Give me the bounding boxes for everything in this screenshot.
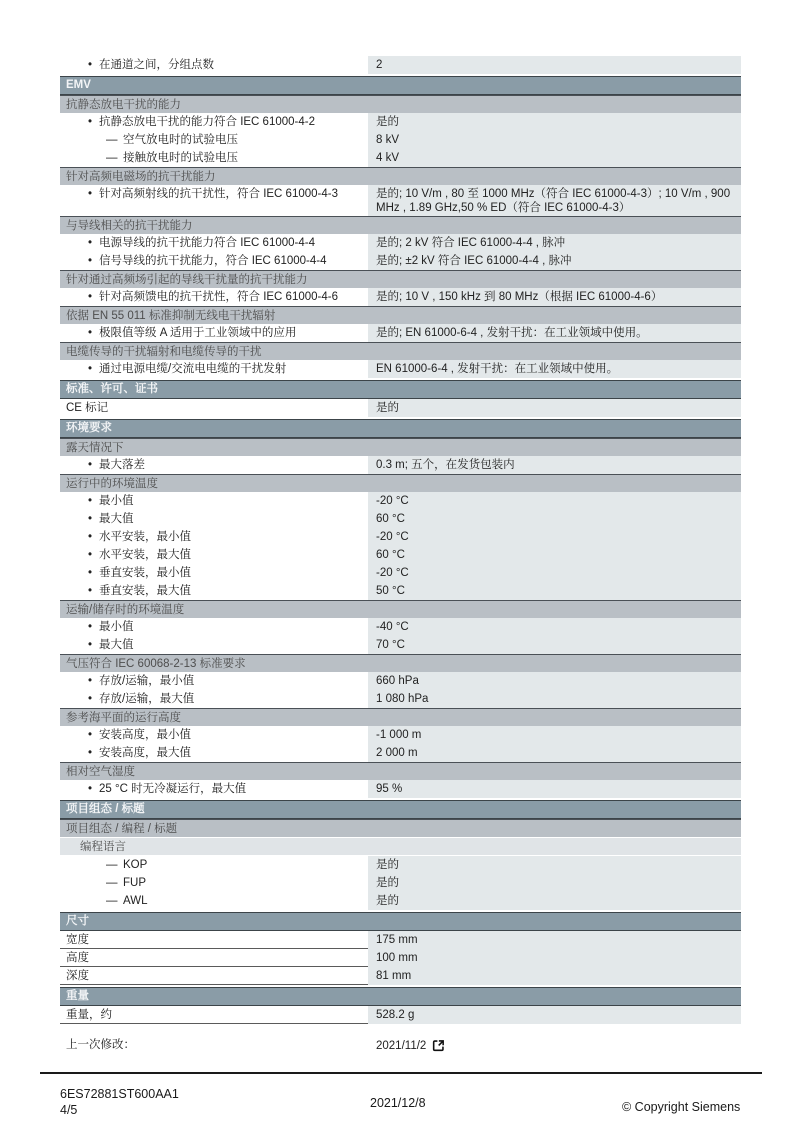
row-value: 是的; 10 V/m , 80 至 1000 MHz（符合 IEC 61000-4-3）; 10 V/m , 900 MHz , 1.89 GHz,50 % ED（符合 IEC 61000-4-3） (368, 185, 741, 216)
bullet-marker: • (88, 495, 93, 507)
row-label-cell (60, 131, 368, 149)
row-value: 60 °C (368, 546, 741, 564)
row-value: EN 61000-6-4 , 发射干扰：在工业领域中使用。 (368, 360, 741, 378)
bullet-marker: • (88, 459, 93, 471)
row-label-cell (60, 456, 368, 474)
row-value: 是的 (368, 399, 741, 417)
row-value: -1 000 m (368, 726, 741, 744)
row-label-cell (60, 324, 368, 342)
spec-row (60, 564, 741, 582)
row-label: 最大值 (99, 513, 134, 525)
header-label: 气压符合 IEC 60068-2-13 标准要求 (66, 658, 246, 670)
spec-row (60, 528, 741, 546)
header-label: 项目组态 / 编程 / 标题 (66, 823, 178, 835)
row-label-cell (60, 113, 368, 131)
section-header (60, 419, 741, 438)
external-link-icon[interactable] (432, 1039, 445, 1052)
section-header (60, 800, 741, 819)
last-modified-date: 2021/11/2 (376, 1039, 427, 1052)
row-value: 95 % (368, 780, 741, 798)
row-label: 垂直安装，最大值 (99, 585, 191, 597)
bullet-marker: • (88, 675, 93, 687)
spec-row (60, 1006, 741, 1024)
row-label-cell (60, 726, 368, 744)
row-label-cell (60, 360, 368, 378)
subsection-header (60, 270, 741, 288)
bullet-marker: • (88, 585, 93, 597)
row-label: CE 标记 (66, 402, 109, 414)
header-label: 运行中的环境温度 (66, 478, 158, 490)
row-label: 信号导线的抗干扰能力，符合 IEC 61000-4-4 (99, 255, 327, 267)
page-number: 4/5 (60, 1103, 78, 1117)
spec-row (60, 252, 741, 270)
row-label-cell (60, 949, 368, 967)
spec-row (60, 967, 741, 985)
row-label-cell (60, 234, 368, 252)
row-label-cell (60, 856, 368, 874)
subsection-header (60, 654, 741, 672)
header-label: 参考海平面的运行高度 (66, 712, 181, 724)
row-value: 2 000 m (368, 744, 741, 762)
spec-row (60, 874, 741, 892)
bullet-marker: • (88, 363, 93, 375)
header-label: 重量 (66, 990, 89, 1002)
row-value: 是的; 2 kV 符合 IEC 61000-4-4 , 脉冲 (368, 234, 741, 252)
subsection-header (60, 216, 741, 234)
header-label: 针对高频电磁场的抗干扰能力 (66, 171, 216, 183)
spec-row (60, 726, 741, 744)
row-value: -20 °C (368, 564, 741, 582)
row-label-cell (60, 252, 368, 270)
dash-marker: — (106, 877, 118, 889)
row-label-cell (60, 931, 368, 949)
spec-row (60, 324, 741, 342)
footer-copyright: © Copyright Siemens (622, 1100, 741, 1114)
spec-row (60, 582, 741, 600)
row-value: 81 mm (368, 967, 741, 985)
row-value: -20 °C (368, 528, 741, 546)
row-label-cell (60, 636, 368, 654)
footer-divider (40, 1072, 762, 1074)
header-label: 抗静态放电干扰的能力 (66, 99, 181, 111)
subsection-header (60, 819, 741, 837)
header-label: 编程语言 (80, 841, 126, 853)
row-label-cell (60, 510, 368, 528)
row-label-cell (60, 874, 368, 892)
section-header (60, 76, 741, 95)
spec-row (60, 149, 741, 167)
row-label-cell (60, 185, 368, 216)
spec-row (60, 744, 741, 762)
spec-row (60, 856, 741, 874)
spec-row (60, 949, 741, 967)
subgroup-header (60, 838, 741, 855)
spec-row (60, 288, 741, 306)
row-label: 安装高度，最大值 (99, 747, 191, 759)
row-label: 安装高度，最小值 (99, 729, 191, 741)
row-label: 重量，约 (66, 1009, 112, 1021)
spec-row (60, 56, 741, 74)
row-value: -20 °C (368, 492, 741, 510)
row-value: 1 080 hPa (368, 690, 741, 708)
row-label: 最小值 (99, 621, 134, 633)
row-label: 25 °C 时无冷凝运行，最大值 (99, 783, 247, 795)
header-label: 依据 EN 55 011 标准抑制无线电干扰辐射 (66, 310, 276, 322)
row-label-cell (60, 288, 368, 306)
spec-row (60, 690, 741, 708)
row-value: 100 mm (368, 949, 741, 967)
row-label: 针对高频射线的抗干扰性，符合 IEC 61000-4-3 (99, 188, 338, 200)
row-value: 60 °C (368, 510, 741, 528)
subsection-header (60, 474, 741, 492)
bullet-marker: • (88, 567, 93, 579)
header-label: 针对通过高频场引起的导线干扰量的抗干扰能力 (66, 274, 308, 286)
row-label-cell (60, 492, 368, 510)
row-label-cell (60, 618, 368, 636)
bullet-marker: • (88, 59, 93, 71)
header-label: 露天情况下 (66, 442, 124, 454)
row-label-cell (60, 892, 368, 910)
header-label: 尺寸 (66, 915, 89, 927)
header-label: 与导线相关的抗干扰能力 (66, 220, 193, 232)
row-value: 8 kV (368, 131, 741, 149)
spec-row (60, 399, 741, 417)
row-value: -40 °C (368, 618, 741, 636)
row-value: 是的 (368, 874, 741, 892)
row-label: 在通道之间，分组点数 (99, 59, 214, 71)
row-label: 宽度 (66, 934, 89, 946)
subsection-header (60, 600, 741, 618)
dash-marker: — (106, 152, 118, 164)
row-label: 水平安装，最小值 (99, 531, 191, 543)
row-label-cell (60, 672, 368, 690)
bullet-marker: • (88, 639, 93, 651)
subsection-header (60, 438, 741, 456)
row-label-cell (60, 780, 368, 798)
spec-row (60, 185, 741, 216)
row-value: 70 °C (368, 636, 741, 654)
bullet-marker: • (88, 513, 93, 525)
row-label: 极限值等级 A 适用于工业领域中的应用 (99, 327, 297, 339)
last-modified-value-cell (368, 1036, 741, 1054)
row-label-cell (60, 56, 368, 74)
row-label: 最大落差 (99, 459, 145, 471)
row-label: 垂直安装，最小值 (99, 567, 191, 579)
last-modified-label-cell (60, 1036, 368, 1054)
row-label: 通过电源电缆/交流电电缆的干扰发射 (99, 363, 287, 375)
header-label: 环境要求 (66, 422, 112, 434)
spec-row (60, 113, 741, 131)
spec-row (60, 618, 741, 636)
subsection-header (60, 708, 741, 726)
row-value: 是的; 10 V , 150 kHz 到 80 MHz（根据 IEC 61000-4-6） (368, 288, 741, 306)
bullet-marker: • (88, 255, 93, 267)
spec-row (60, 131, 741, 149)
row-value: 4 kV (368, 149, 741, 167)
spec-row (60, 360, 741, 378)
header-label: 相对空气湿度 (66, 766, 135, 778)
row-value: 是的 (368, 856, 741, 874)
row-label-cell (60, 582, 368, 600)
bullet-marker: • (88, 747, 93, 759)
row-label: 接触放电时的试验电压 (123, 152, 238, 164)
spec-row (60, 510, 741, 528)
bullet-marker: • (88, 291, 93, 303)
bullet-marker: • (88, 549, 93, 561)
row-value: 0.3 m; 五个，在发货包装内 (368, 456, 741, 474)
spec-row (60, 892, 741, 910)
row-label: 抗静态放电干扰的能力符合 IEC 61000-4-2 (99, 116, 315, 128)
bullet-marker: • (88, 783, 93, 795)
spec-row (60, 931, 741, 949)
subsection-header (60, 95, 741, 113)
bullet-marker: • (88, 621, 93, 633)
row-value: 660 hPa (368, 672, 741, 690)
row-label-cell (60, 528, 368, 546)
footer-document-id (60, 1086, 179, 1118)
spec-row (60, 492, 741, 510)
row-value: 是的 (368, 892, 741, 910)
row-label: AWL (123, 895, 148, 907)
row-value: 是的; EN 61000-6-4 , 发射干扰：在工业领域中使用。 (368, 324, 741, 342)
header-label: 运输/储存时的环境温度 (66, 604, 185, 616)
bullet-marker: • (88, 188, 93, 200)
row-label: 存放/运输，最小值 (99, 675, 195, 687)
row-label-cell (60, 149, 368, 167)
header-label: EMV (66, 79, 91, 91)
section-header (60, 987, 741, 1006)
spec-row (60, 546, 741, 564)
spec-row (60, 636, 741, 654)
row-label-cell (60, 967, 368, 985)
row-label: FUP (123, 877, 146, 889)
spec-table (60, 56, 741, 1054)
dash-marker: — (106, 859, 118, 871)
subsection-header (60, 167, 741, 185)
last-modified-label: 上一次修改： (66, 1039, 135, 1051)
row-value: 175 mm (368, 931, 741, 949)
bullet-marker: • (88, 327, 93, 339)
row-value: 528.2 g (368, 1006, 741, 1024)
row-value: 2 (368, 56, 741, 74)
subsection-header (60, 306, 741, 324)
row-value: 是的 (368, 113, 741, 131)
dash-marker: — (106, 895, 118, 907)
row-value: 50 °C (368, 582, 741, 600)
spec-row (60, 780, 741, 798)
row-label-cell (60, 690, 368, 708)
row-label-cell (60, 564, 368, 582)
spec-row (60, 672, 741, 690)
section-header (60, 912, 741, 931)
last-modified-row (60, 1036, 741, 1054)
dash-marker: — (106, 134, 118, 146)
row-label-cell (60, 546, 368, 564)
header-label: 电缆传导的干扰辐射和电缆传导的干扰 (66, 346, 262, 358)
row-label: 最大值 (99, 639, 134, 651)
header-label: 项目组态 / 标题 (66, 803, 145, 815)
bullet-marker: • (88, 693, 93, 705)
subsection-header (60, 762, 741, 780)
subsection-header (60, 342, 741, 360)
row-label: 最小值 (99, 495, 134, 507)
bullet-marker: • (88, 729, 93, 741)
spec-row (60, 456, 741, 474)
row-label: 水平安装，最大值 (99, 549, 191, 561)
order-number: 6ES72881ST600AA1 (60, 1087, 179, 1101)
row-label: 深度 (66, 970, 89, 982)
row-label: 存放/运输，最大值 (99, 693, 195, 705)
bullet-marker: • (88, 531, 93, 543)
spec-row (60, 234, 741, 252)
row-label: KOP (123, 859, 148, 871)
bullet-marker: • (88, 237, 93, 249)
row-label: 电源导线的抗干扰能力符合 IEC 61000-4-4 (99, 237, 315, 249)
row-label-cell (60, 744, 368, 762)
section-header (60, 380, 741, 399)
row-label-cell (60, 399, 368, 417)
header-label: 标准、许可、证书 (66, 383, 158, 395)
row-label-cell (60, 1006, 368, 1024)
row-value: 是的; ±2 kV 符合 IEC 61000-4-4 , 脉冲 (368, 252, 741, 270)
row-label: 针对高频馈电的抗干扰性，符合 IEC 61000-4-6 (99, 291, 338, 303)
bullet-marker: • (88, 116, 93, 128)
row-label: 空气放电时的试验电压 (123, 134, 238, 146)
footer-date: 2021/12/8 (370, 1096, 426, 1110)
row-label: 高度 (66, 952, 89, 964)
